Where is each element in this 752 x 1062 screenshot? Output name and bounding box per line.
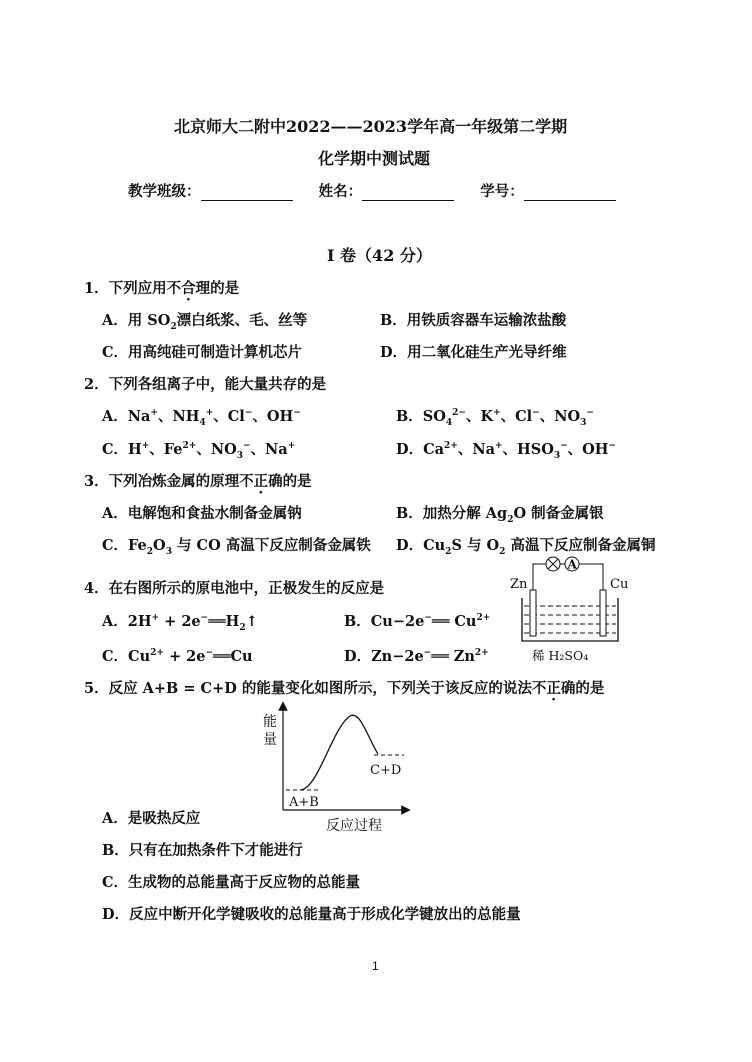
id-blank[interactable]: [524, 184, 616, 201]
q3-option-a: A．电解饱和食盐水制备金属钠: [102, 505, 302, 522]
q4-option-a: A．$2H^+ + 2e^-══H_2↑$: [102, 613, 258, 633]
q5-option-a: A．是吸热反应: [102, 810, 201, 827]
q5-option-d: D．反应中断开化学键吸收的总能量高于形成化学键放出的总能量: [102, 906, 521, 923]
energy-profile-diagram: [256, 698, 416, 836]
y-label-1: 能: [263, 714, 277, 730]
q1-option-d: D．用二氧化硅生产光导纤维: [380, 344, 567, 361]
question-number: 4．: [84, 580, 109, 597]
stem-text: 反应 A+B = C+D 的能量变化如图所示，下列关于该反应的说法: [108, 680, 532, 697]
electrolyte-label: 稀 H₂SO₄: [532, 648, 589, 663]
q5-option-b: B．只有在加热条件下才能进行: [102, 842, 303, 859]
student-info-row: [128, 180, 616, 201]
reactants-label: A+B: [289, 795, 319, 810]
class-blank[interactable]: [201, 184, 293, 201]
question-number: 2．: [84, 376, 109, 393]
energy-curve: [300, 715, 378, 790]
question-2-stem: [84, 373, 326, 394]
stem-text: 在右图所示的原电池中，正极发生的反应是: [108, 580, 385, 597]
q3-option-d: D．$Cu_2S$ 与 $O_2$ 高温下反应制备金属铜: [396, 537, 656, 557]
galvanic-cell-diagram: [506, 552, 630, 664]
q2-option-c: C．H+、$Fe^{2+}$、$NO_3^-$、Na+: [102, 441, 296, 461]
x-label: 反应过程: [326, 818, 382, 834]
q4-option-b: B．Cu−2e−══ $Cu^{2+}$: [344, 613, 491, 630]
q2-option-a: A．Na+、$NH_4^+$、Cl−、OH−: [102, 408, 301, 428]
stem-text: 的是: [282, 473, 312, 490]
cu-label: Cu: [610, 577, 629, 592]
question-number: 1．: [84, 280, 109, 297]
zn-electrode: [530, 590, 536, 636]
id-label: 学号：: [480, 183, 524, 200]
stem-text: 下列冶炼金属的原理: [108, 473, 240, 490]
question-number: 5．: [84, 680, 109, 697]
name-blank[interactable]: [362, 184, 454, 201]
q1-option-a: A．用 $SO_2$漂白纸浆、毛、丝等: [102, 312, 308, 332]
y-label-2: 量: [263, 732, 277, 748]
stem-text: 的是: [575, 680, 605, 697]
q4-option-c: C．$Cu^{2+}$ + 2e−══Cu: [102, 648, 253, 665]
question-number: 3．: [84, 473, 109, 490]
q1-option-b: B．用铁质容器车运输浓盐酸: [380, 312, 567, 329]
q1-option-c: C．用高纯硅可制造计算机芯片: [102, 344, 303, 361]
products-label: C+D: [370, 763, 402, 778]
emphasis-text: 不正确: [239, 473, 283, 490]
emphasis-text: 不合理: [166, 280, 211, 297]
ammeter-label: A: [567, 557, 577, 572]
question-3-stem: [84, 470, 312, 491]
emphasis-text: 不正确: [531, 680, 576, 697]
stem-text: 下列各组离子中，能大量共存的是: [108, 376, 327, 393]
q5-option-c: C．生成物的总能量高于反应物的总能量: [102, 874, 361, 891]
stem-text: 下列应用: [108, 280, 167, 297]
zn-label: Zn: [510, 577, 528, 592]
class-label: 教学班级：: [128, 183, 201, 200]
question-5-stem: [84, 677, 604, 698]
question-1-stem: [84, 277, 239, 298]
q2-option-d: D．$Ca^{2+}$、Na+、$HSO_3^-$、OH−: [396, 441, 617, 461]
q2-option-b: B．$SO_4^{2-}$、K+、Cl−、$NO_3^-$: [396, 408, 594, 428]
question-4-stem: [84, 577, 384, 598]
name-label: 姓名：: [318, 183, 363, 200]
q3-option-b: B．加热分解 $Ag_2O$ 制备金属银: [396, 505, 604, 525]
page-number: 1: [372, 959, 379, 973]
q3-option-c: C．$Fe_2O_3$ 与 CO 高温下反应制备金属铁: [102, 537, 371, 557]
cu-electrode: [600, 590, 606, 636]
section-title: I 卷（42 分）: [327, 246, 432, 265]
exam-title: 北京师大二附中2022——2023学年高一年级第二学期: [174, 117, 568, 136]
exam-subtitle: 化学期中测试题: [318, 149, 431, 168]
q4-option-d: D．Zn−2e−══ $Zn^{2+}$: [344, 648, 489, 665]
stem-text: 的是: [210, 280, 240, 297]
